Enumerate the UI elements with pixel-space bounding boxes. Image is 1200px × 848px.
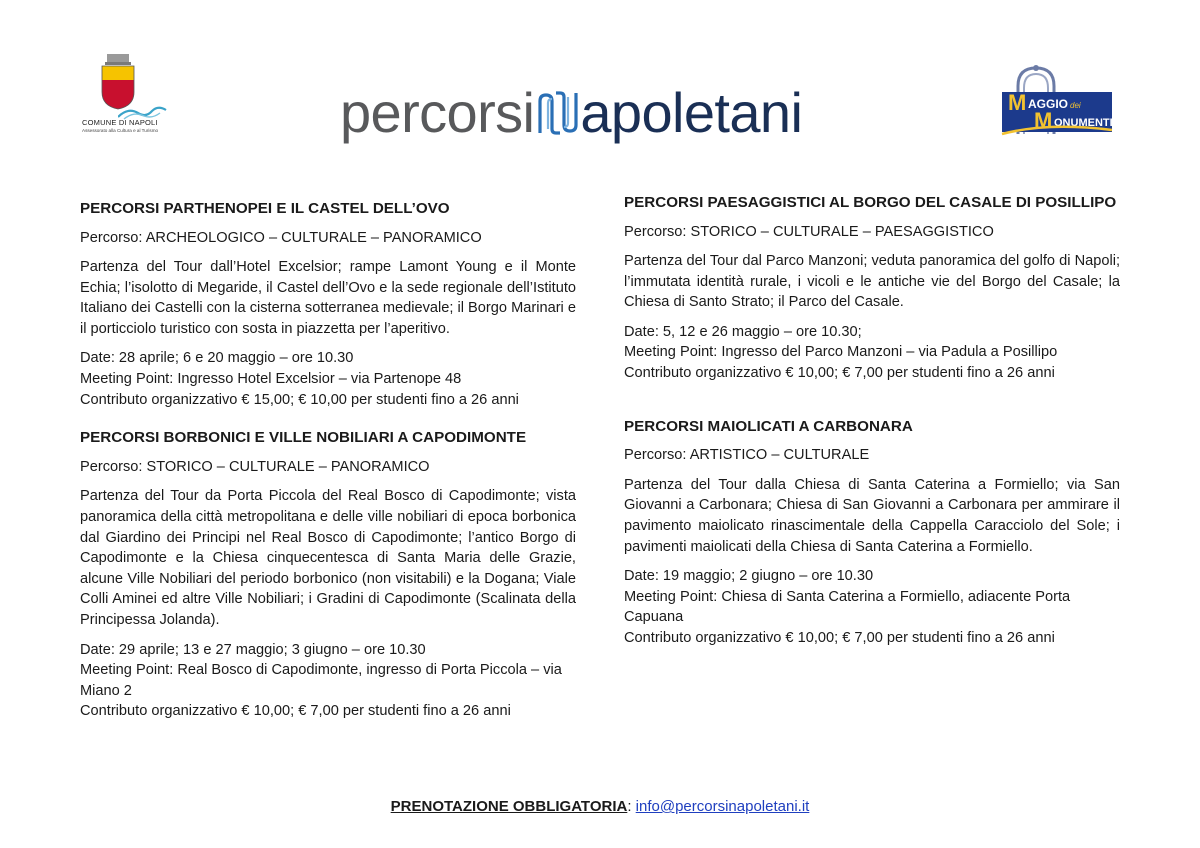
tour-fee: Contributo organizzativo € 10,00; € 7,00 per studenti fino a 26 anni: [624, 365, 1055, 382]
tour-description: Partenza del Tour dall’Hotel Excelsior; rampe Lamont Young e il Monte Echia; l’isolotto di Megaride, il Castel dell’Ovo e la sede regionale dell’Istituto Italiano dei Castelli con la cisterna sotterranea medievale; il Borgo Marinari e il porticciolo turistico con sosta in piazzetta per l’aperitivo.: [80, 259, 576, 337]
right-column: [624, 192, 1120, 681]
tour-section-parthenopei: [80, 198, 576, 410]
n-monogram-icon: [534, 89, 582, 137]
route-type: Percorso: ARTISTICO – CULTURALE: [624, 447, 870, 464]
left-column: [80, 198, 576, 739]
meeting-point: Meeting Point: Ingresso Hotel Excelsior – via Partenope 48: [80, 371, 462, 388]
route-type: Percorso: STORICO – CULTURALE – PANORAMICO: [80, 458, 430, 475]
meeting-point: Meeting Point: Chiesa di Santa Caterina a Formiello, adiacente Porta Capuana: [624, 588, 1071, 626]
tour-fee: Contributo organizzativo € 15,00; € 10,00 per studenti fino a 26 anni: [80, 391, 519, 408]
percorsi-napoletani-logo: [340, 80, 802, 146]
tour-dates: Date: 28 aprile; 6 e 20 maggio – ore 10.30: [80, 350, 354, 367]
tour-description: Partenza del Tour dalla Chiesa di Santa Caterina a Formiello; via San Giovanni a Carbonara; Chiesa di San Giovanni a Carbonara per ammirare il pavimento maiolicato rinascimentale della Cappella Caracciolo del Sole; i pavimenti maiolicati della Chiesa di Santa Caterina a Formiello.: [624, 476, 1120, 555]
route-type: Percorso: ARCHEOLOGICO – CULTURALE – PANORAMICO: [80, 229, 482, 246]
comune-di-napoli-logo: [78, 54, 168, 146]
comune-subtitle: Assessorato alla Cultura e al Turismo: [82, 128, 159, 133]
logo-line1: AGGIO: [1028, 97, 1069, 111]
maggio-dei-monumenti-logo: [998, 64, 1116, 138]
logo-line2: ONUMENTI: [1054, 117, 1113, 129]
svg-text:M: M: [1008, 90, 1027, 115]
section-title: PERCORSI PARTHENOPEI E IL CASTEL DELL’OVO: [80, 200, 450, 217]
tour-section-borbonici: [80, 427, 576, 722]
tour-description: Partenza del Tour dal Parco Manzoni; veduta panoramica del golfo di Napoli; l’immutata identità rurale, i vicoli e le antiche vie del Borgo del Casale; la Chiesa di Santo Strato; il Parco del Casale.: [624, 253, 1120, 311]
tour-dates: Date: 19 maggio; 2 giugno – ore 10.30: [624, 568, 874, 585]
logo-line1-small: dei: [1070, 101, 1081, 110]
section-title: PERCORSI PAESAGGISTICI AL BORGO DEL CASALE DI POSILLIPO: [624, 194, 1117, 211]
footer-separator: :: [627, 798, 636, 815]
meeting-point: Meeting Point: Ingresso del Parco Manzoni – via Padula a Posillipo: [624, 344, 1058, 361]
booking-footer: [0, 798, 1200, 815]
section-title: PERCORSI BORBONICI E VILLE NOBILIARI A CAPODIMONTE: [80, 429, 527, 447]
route-type: Percorso: STORICO – CULTURALE – PAESAGGISTICO: [624, 223, 994, 240]
section-title: PERCORSI MAIOLICATI A CARBONARA: [624, 417, 913, 435]
napoli-crest-icon: [98, 54, 138, 110]
svg-text:M: M: [1034, 108, 1053, 133]
tour-description: Partenza del Tour da Porta Piccola del Real Bosco di Capodimonte; vista panoramica della città metropolitana e delle ville nobiliari di epoca borbonica dal Giardino dei Principi nel Real Bosco di Capodimonte; l’antico Borgo di Capodimonte e la Chiesa cinquecentesca di Santa Maria delle Grazie, alcune Ville Nobiliari del periodo borbonico (non visitabili) e la Dogana; Viale Colli Aminei ed altre Ville Nobiliari; i Gradini di Capodimonte (Scalinata della Principessa Jolanda).: [80, 488, 576, 628]
comune-name: COMUNE DI NAPOLI: [82, 118, 158, 127]
meeting-point: Meeting Point: Real Bosco di Capodimonte, ingresso di Porta Piccola – via Miano 2: [80, 662, 562, 699]
booking-email-link[interactable]: info@percorsinapoletani.it: [635, 798, 810, 815]
brand-part-a: percorsi: [340, 81, 535, 144]
tour-section-posillipo: [624, 192, 1120, 384]
booking-required-label: PRENOTAZIONE OBBLIGATORIA: [390, 798, 628, 815]
tour-dates: Date: 29 aprile; 13 e 27 maggio; 3 giugno – ore 10.30: [80, 641, 426, 658]
tour-fee: Contributo organizzativo € 10,00; € 7,00 per studenti fino a 26 anni: [624, 629, 1055, 646]
tour-section-carbonara: [624, 416, 1120, 649]
tour-dates: Date: 5, 12 e 26 maggio – ore 10.30;: [624, 323, 862, 340]
monument-arch-icon: [998, 64, 1116, 138]
tour-fee: Contributo organizzativo € 10,00; € 7,00 per studenti fino a 26 anni: [80, 703, 511, 720]
brand-part-b: apoletani: [580, 81, 803, 144]
